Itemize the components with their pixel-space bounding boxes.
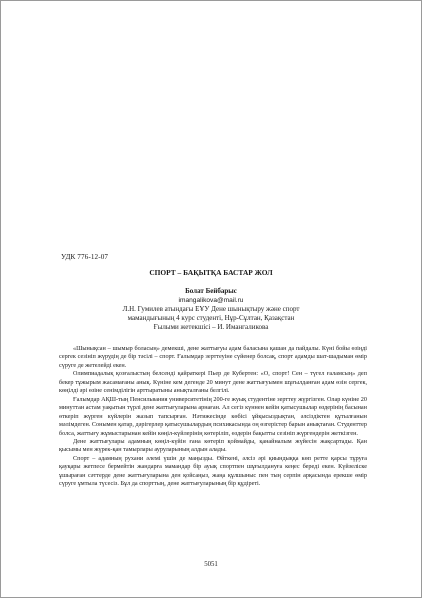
affiliation-line-1: Л.Н. Гумилев атындағы ЕҰУ Дене шынықтыру және спорт — [122, 305, 300, 313]
paragraph: «Шынықсан – шымыр боласың» демекші, дене жаттығуы адам баласына қашан да пайдалы. Күні бойы өзіңді сергек сезініп жүрудің де бір тәсілі – спорт. Ғалымдар зерттеуіне сүйенер болсақ, спорт адамды шат-шадыман өмір сүруге де жетелейді екен. — [59, 345, 367, 369]
article-title: СПОРТ – БАҚЫТҚА БАСТАР ЖОЛ — [149, 268, 273, 277]
author-email: imangalikova@mail.ru — [178, 297, 244, 304]
paragraph: Дене жаттығулары адамның көңіл-күйін ғана көтеріп қоймайды, қанайналым жүйесін жақсартады. Қан қысымы мен жүрек-қан тамырлары ауруларының алдын алады. — [59, 437, 367, 454]
paragraph: Олимпиадалық қозғалыстың белсенді қайраткері Пьер де Кубертен: «О, спорт! Сен – түгел ғаламсың» деп бекер тұжырым жасамағаны анық. Күніне кем дегенде 20 минут дене жаттығуымен шұғылданған адам өзін сергек, көңілді әрі өзіне сенімділігін арттыратыны анықталғаны белгілі. — [59, 370, 367, 395]
page-number: 5051 — [204, 561, 218, 568]
author-block — [1, 287, 421, 332]
paragraph: Спорт – адамның рухани әлемі үшін де маңызды. Өйткені, әлсіз әрі қиындыққа көп ретте қарсы тұруға қауқары жетпесе бермейтін жандарға мамандар бір ауық спортпен шұғылдануға кеңес береді екен. Күйзеліске ұшыраған сәттерде дене жаттығуларына ден қойсаңыз, жаңа құлшыныс пен тың серпін арқасында ерекше өмір сүруге ұмтыла түсесіз. Бұл да спорттың, дене жаттығуларының бір құдіреті. — [59, 454, 367, 488]
affiliation-line-2: мамандығының 4 курс студенті, Нұр-Сұлтан, Қазақстан — [127, 314, 295, 322]
article-body — [59, 345, 367, 489]
author-name: Болат Бейбарыс — [185, 287, 237, 295]
paragraph: Ғалымдар АҚШ-тың Пенсильвания университетінің 200-ге жуық студентіне зерттеу жүргізген. Олар күніне 20 минуттан астам уақытын түрлі дене жаттығуларына арнаған. Ал сегіз күннен кейін қатысушылар өздерінің басынан өткеріп жүрген күйлерін жазып тапсырған. Нәтижесінде көбісі ұйқысыздықтан, әлсіздіктен құтылғанын мәлімдеген. Сонымен қатар, дәрігерлер қатысушылардың психикасында оң өзгерістер барын анықтаған. Студенттер болса, жаттығу жұмыстарынан кейін көңіл-күйлерінің көтеріліп, өздерін бақытты сезініп жүргендерін жеткізген. — [59, 395, 367, 437]
supervisor-line: Ғылыми жетекшісі – И. Имангаликова — [153, 323, 269, 331]
udk-code: УДК 776-12-07 — [61, 253, 109, 261]
